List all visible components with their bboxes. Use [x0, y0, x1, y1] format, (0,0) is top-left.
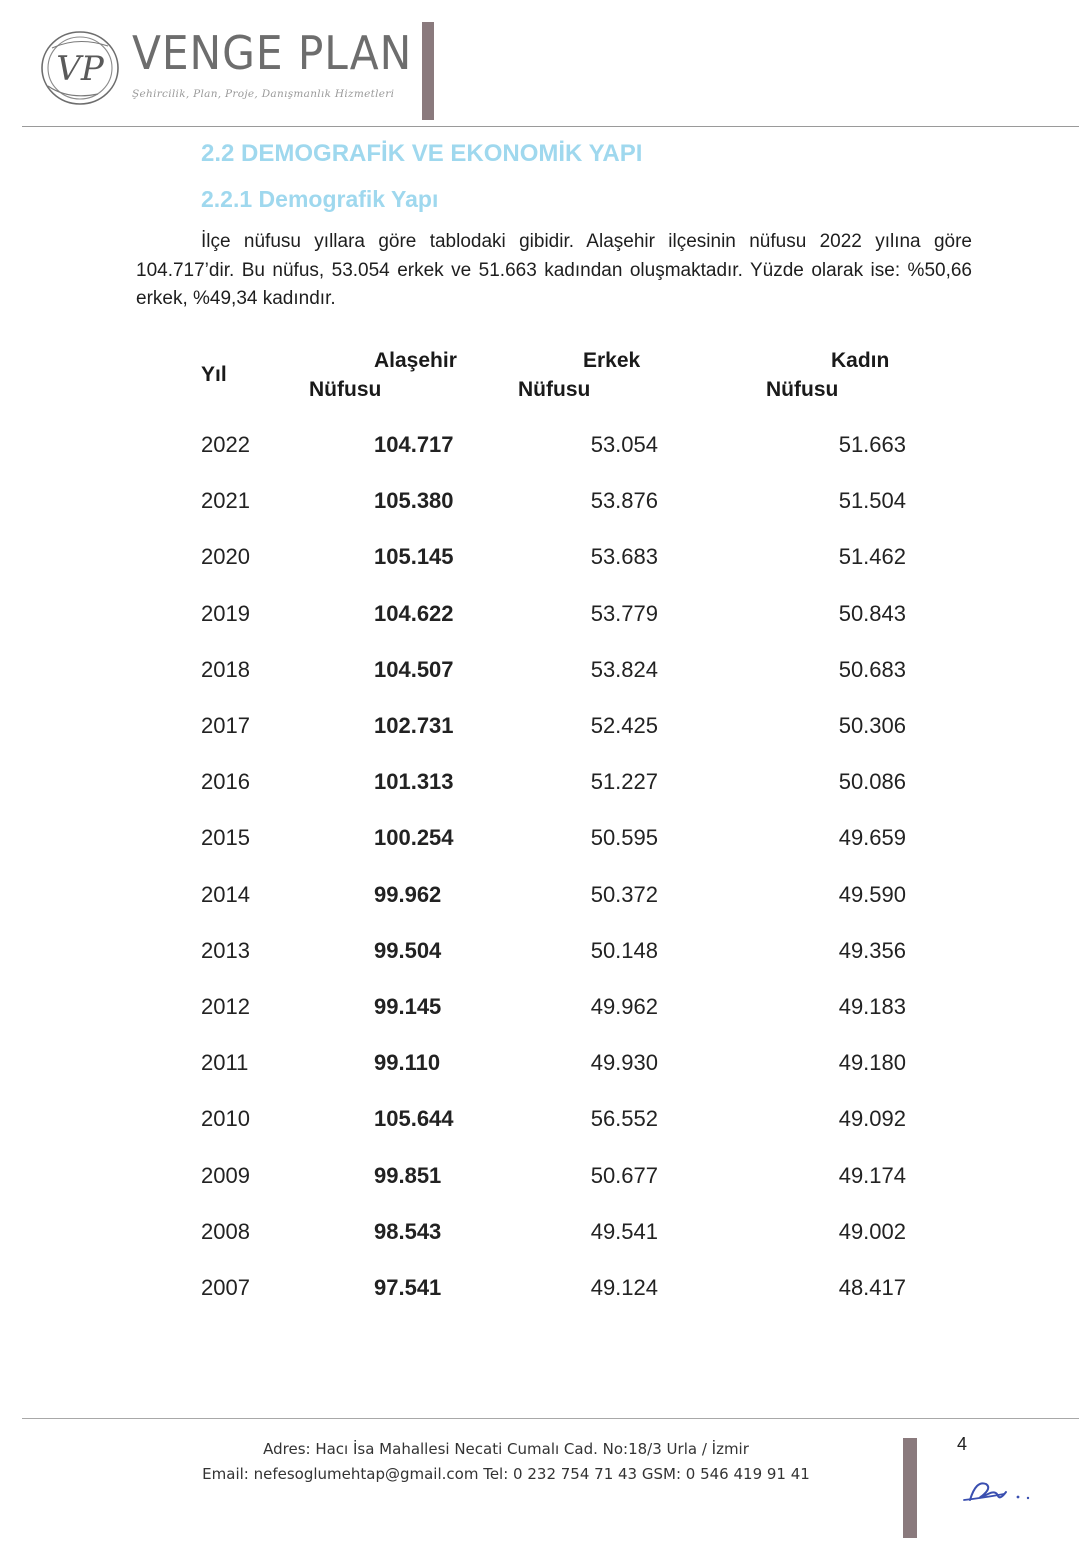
section-title: 2.2 DEMOGRAFİK VE EKONOMİK YAPI — [201, 140, 643, 167]
header-divider — [22, 126, 1079, 127]
cell-year: 2021 — [201, 488, 250, 513]
cell-total-population: 104.622 — [374, 601, 454, 626]
cell-year: 2014 — [201, 882, 250, 907]
cell-female-population: 49.174 — [838, 1163, 906, 1188]
cell-year: 2022 — [201, 432, 250, 457]
cell-year: 2018 — [201, 657, 250, 682]
cell-year: 2011 — [201, 1050, 249, 1075]
header-female-line1: Kadın — [831, 349, 890, 372]
footer-address: Adres: Hacı İsa Mahallesi Necati Cumalı Cad. No:18/3 Urla / İzmir — [263, 1440, 749, 1458]
cell-year: 2010 — [201, 1106, 250, 1131]
cell-female-population: 49.183 — [838, 994, 906, 1019]
cell-year: 2007 — [201, 1275, 250, 1300]
logo-initials: VP — [56, 49, 104, 89]
subsection-title: 2.2.1 Demografik Yapı — [201, 186, 439, 212]
intro-paragraph: İlçe nüfusu yıllara göre tablodaki gibidir. Alaşehir ilçesinin nüfusu 2022 yılına göre 104.717’dir. Bu nüfus, 53.054 erkek ve 51.663 kadından oluşmaktadır. Yüzde olarak ise: %50,66 erkek, %49,34 kadındır. — [136, 231, 972, 309]
cell-female-population: 51.504 — [838, 488, 906, 513]
cell-total-population: 99.962 — [374, 882, 442, 907]
cell-female-population: 49.180 — [838, 1050, 906, 1075]
cell-female-population: 49.356 — [838, 938, 906, 963]
header-female-line2: Nüfusu — [766, 378, 839, 401]
signature-icon — [962, 1470, 1042, 1510]
cell-female-population: 50.683 — [838, 657, 906, 682]
cell-year: 2008 — [201, 1219, 250, 1244]
cell-year: 2013 — [201, 938, 250, 963]
cell-male-population: 49.962 — [590, 994, 658, 1019]
page-number: 4 — [957, 1434, 968, 1454]
cell-male-population: 50.595 — [590, 825, 658, 850]
cell-year: 2017 — [201, 713, 250, 738]
cell-year: 2009 — [201, 1163, 250, 1188]
cell-female-population: 49.659 — [838, 825, 906, 850]
header-total-line2: Nüfusu — [309, 378, 382, 401]
cell-male-population: 53.054 — [590, 432, 658, 457]
cell-male-population: 49.541 — [590, 1219, 658, 1244]
cell-total-population: 100.254 — [374, 825, 454, 850]
cell-total-population: 99.504 — [374, 938, 442, 963]
header-total-line1: Alaşehir — [374, 349, 457, 372]
cell-total-population: 98.543 — [374, 1219, 442, 1244]
cell-female-population: 49.590 — [838, 882, 906, 907]
cell-male-population: 52.425 — [590, 713, 658, 738]
cell-total-population: 105.145 — [374, 544, 454, 569]
cell-total-population: 99.145 — [374, 994, 442, 1019]
cell-total-population: 104.507 — [374, 657, 454, 682]
cell-total-population: 101.313 — [374, 769, 454, 794]
cell-year: 2016 — [201, 769, 250, 794]
cell-female-population: 51.462 — [838, 544, 906, 569]
cell-male-population: 53.683 — [590, 544, 658, 569]
cell-year: 2019 — [201, 601, 250, 626]
cell-female-population: 50.843 — [838, 601, 906, 626]
header-male-line1: Erkek — [583, 349, 641, 372]
cell-total-population: 105.644 — [374, 1106, 454, 1131]
cell-male-population: 50.372 — [590, 882, 658, 907]
cell-male-population: 49.124 — [590, 1275, 658, 1300]
venge-plan-logo-icon — [38, 28, 126, 110]
brand-name: VENGE PLAN — [132, 26, 413, 80]
cell-female-population: 50.086 — [838, 769, 906, 794]
cell-total-population: 102.731 — [374, 713, 454, 738]
brand-tagline: Şehircilik, Plan, Proje, Danışmanlık Hizmetleri — [132, 88, 395, 100]
footer-divider — [22, 1418, 1079, 1419]
cell-year: 2012 — [201, 994, 250, 1019]
cell-total-population: 99.851 — [374, 1163, 442, 1188]
cell-male-population: 50.148 — [590, 938, 658, 963]
cell-male-population: 53.876 — [590, 488, 658, 513]
cell-year: 2020 — [201, 544, 250, 569]
cell-male-population: 53.779 — [590, 601, 658, 626]
cell-male-population: 53.824 — [590, 657, 658, 682]
cell-female-population: 50.306 — [838, 713, 906, 738]
footer-accent-bar — [903, 1438, 917, 1538]
cell-female-population: 48.417 — [838, 1275, 906, 1300]
cell-female-population: 51.663 — [838, 432, 906, 457]
cell-male-population: 51.227 — [590, 769, 658, 794]
cell-total-population: 97.541 — [374, 1275, 442, 1300]
header-year: Yıl — [201, 363, 227, 386]
cell-total-population: 105.380 — [374, 488, 454, 513]
cell-male-population: 50.677 — [590, 1163, 658, 1188]
cell-year: 2015 — [201, 825, 250, 850]
header-male-line2: Nüfusu — [518, 378, 591, 401]
cell-female-population: 49.092 — [838, 1106, 906, 1131]
cell-male-population: 56.552 — [590, 1106, 658, 1131]
cell-male-population: 49.930 — [590, 1050, 658, 1075]
cell-female-population: 49.002 — [838, 1219, 906, 1244]
header-accent-bar — [422, 22, 434, 120]
cell-total-population: 104.717 — [374, 432, 454, 457]
cell-total-population: 99.110 — [374, 1050, 441, 1075]
footer-contact: Email: nefesoglumehtap@gmail.com Tel: 0 232 754 71 43 GSM: 0 546 419 91 41 — [202, 1465, 810, 1483]
